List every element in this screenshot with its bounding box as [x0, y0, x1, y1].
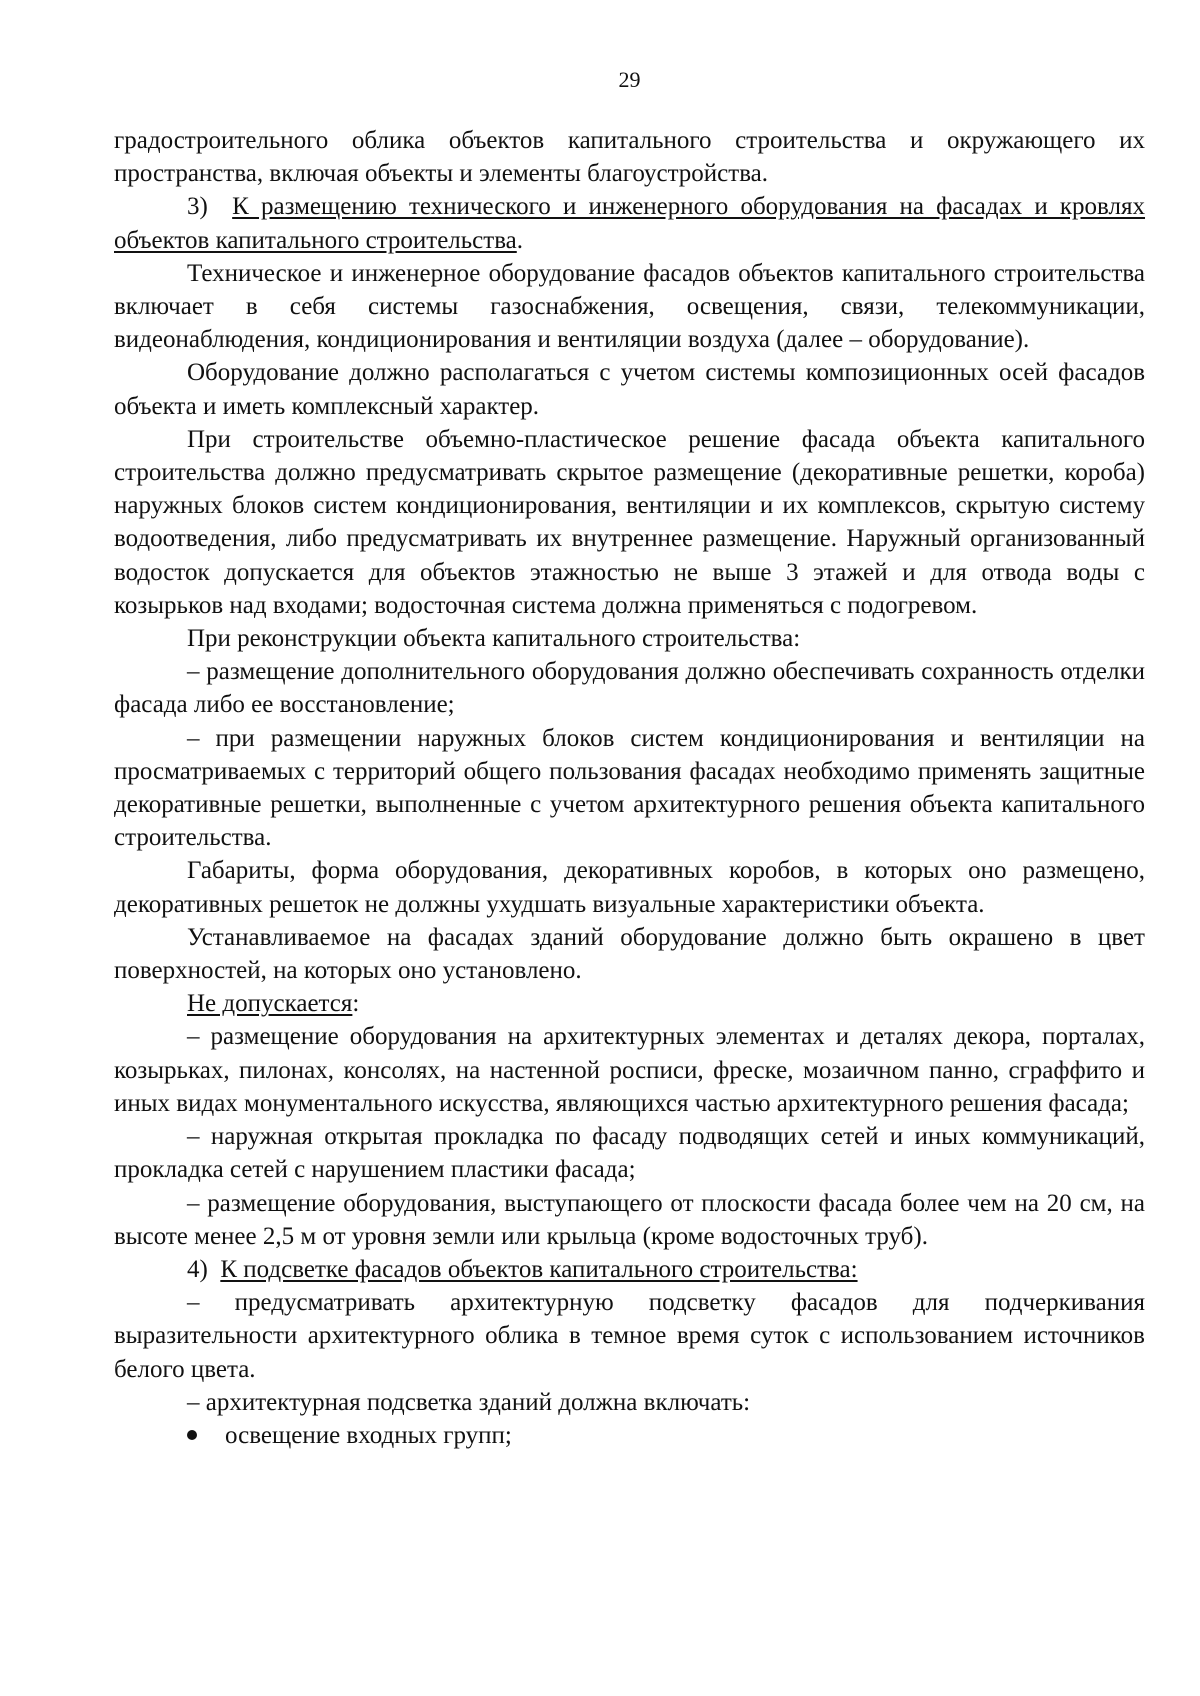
bullet-item [114, 1419, 1145, 1452]
paragraph-dimensions: Габариты, форма оборудования, декоративных коробов, в которых оно размещено, декоративных решеток не должны ухудшать визуальные характеристики объекта. [114, 857, 1145, 918]
section-3-number: 3) [187, 193, 208, 221]
not-allowed-heading [114, 987, 1145, 1020]
section-3-heading [114, 190, 1145, 256]
paragraph-painting: Устанавливаемое на фасадах зданий оборудование должно быть окрашено в цвет поверхностей, на которых оно установлено. [114, 923, 1145, 985]
paragraph-equipment-definition: Техническое и инженерное оборудование фасадов объектов капитального строительства включает в себя системы газоснабжения, освещения, связи, телекоммуникации, видеонаблюдения, кондиционирования и вентиляции воздуха (далее – оборудование). [114, 259, 1145, 354]
list-item-reconstruction-1: – размещение дополнительного оборудования должно обеспечивать сохранность отделки фасада либо ее восстановление; [114, 658, 1145, 719]
paragraph-reconstruction: При реконструкции объекта капитального строительства: [187, 625, 801, 653]
bullet-item-text: освещение входных групп; [225, 1421, 512, 1449]
list-item-lighting-2: – архитектурная подсветка зданий должна включать: [187, 1388, 751, 1416]
section-3-title: К размещению технического и инженерного оборудования на фасадах и кровлях объектов капитального строительства [114, 193, 1146, 254]
document-page [114, 66, 1145, 1452]
bullet-icon [187, 1430, 197, 1440]
list-item-not-allowed-2: – наружная открытая прокладка по фасаду подводящих сетей и иных коммуникаций, прокладка сетей с нарушением пластики фасада; [114, 1123, 1145, 1184]
section-4-heading [114, 1253, 1145, 1286]
list-item-not-allowed-1: – размещение оборудования на архитектурных элементах и деталях декора, порталах, козырьках, пилонах, консолях, на настенной росписи, фреске, мозаичном панно, сграффито и иных видах монументального искусства, являющихся частью архитектурного решения фасада; [114, 1023, 1145, 1117]
section-4-number: 4) [187, 1255, 208, 1283]
section-3-end: . [516, 226, 524, 254]
section-4-title: К подсветке фасадов объектов капитального строительства: [220, 1255, 858, 1283]
paragraph-1: градостроительного облика объектов капитального строительства и окружающего их пространства, включая объекты и элементы благоустройства. [114, 127, 1145, 188]
list-item-not-allowed-3: – размещение оборудования, выступающего от плоскости фасада более чем на 20 см, на высоте менее 2,5 м от уровня земли или крыльца (кроме водосточных труб). [114, 1189, 1145, 1250]
paragraph-construction: При строительстве объемно-пластическое решение фасада объекта капитального строительства должно предусматривать скрытое размещение (декоративные решетки, короба) наружных блоков систем кондиционирования, вентиляции и их комплексов, скрытую систему водоотведения, либо предусматривать их внутреннее размещение. Наружный организованный водосток допускается для объектов этажностью не выше 3 этажей и для отвода воды с козырьков над входами; водосточная система должна применяться с подогревом. [114, 425, 1145, 619]
list-item-lighting-1: – предусматривать архитектурную подсветку фасадов для подчеркивания выразительности архитектурного облика в темное время суток с использованием источников белого цвета. [114, 1289, 1145, 1383]
not-allowed-title: Не допускается [187, 990, 353, 1018]
not-allowed-end: : [352, 990, 360, 1018]
paragraph-equipment-placement: Оборудование должно располагаться с учетом системы композиционных осей фасадов объекта и иметь комплексный характер. [114, 359, 1145, 420]
list-item-reconstruction-2: – при размещении наружных блоков систем кондиционирования и вентиляции на просматриваемых с территорий общего пользования фасадах необходимо применять защитные декоративные решетки, выполненные с учетом архитектурного решения объекта капитального строительства. [114, 724, 1145, 852]
page-number: 29 [618, 67, 641, 92]
